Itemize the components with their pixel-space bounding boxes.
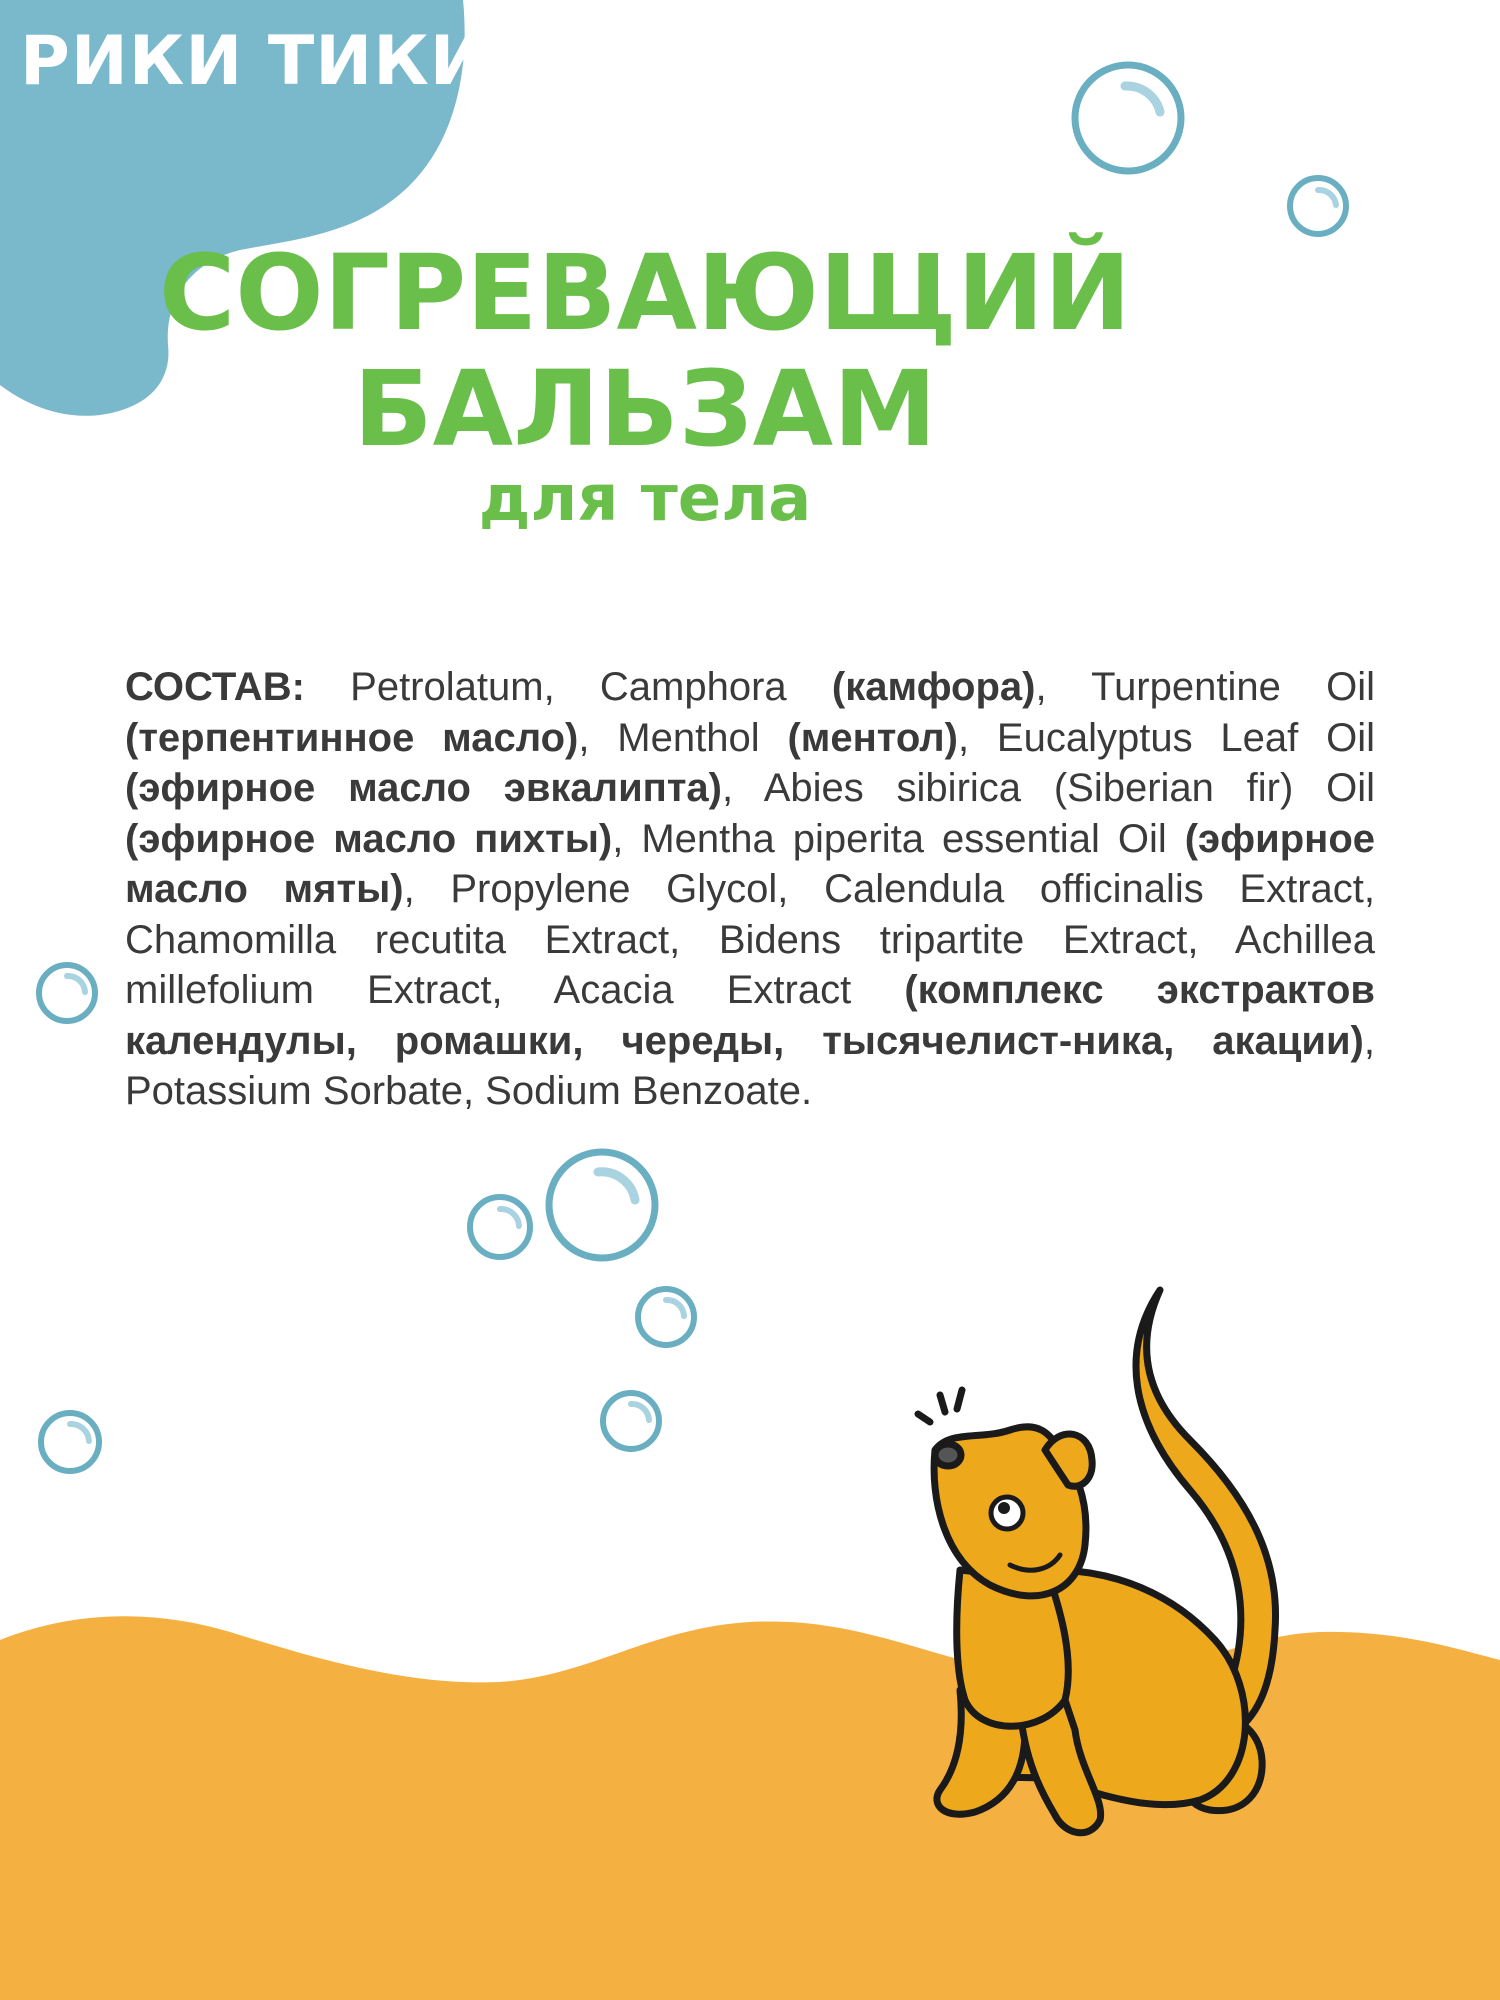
composition-bold-run: (комплекс экстрактов календулы, ромашки, череды, тысячелист-ника, акации) <box>125 968 1375 1063</box>
composition-bold-run: СОСТАВ: <box>125 665 305 709</box>
composition-bold-run: (терпентинное масло) <box>125 715 579 760</box>
composition-text <box>125 662 1375 1117</box>
composition-bold-run: (эфирное масло эвкалипта) <box>125 766 722 810</box>
composition-run: , Menthol <box>578 715 788 760</box>
composition-bold-run: (ментол) <box>787 715 958 760</box>
product-title-line1: СОГРЕВАЮЩИЙ <box>158 232 1132 354</box>
composition-run: , Turpentine Oil <box>1035 665 1375 709</box>
ferret-mascot <box>918 1290 1276 1833</box>
product-subtitle: для тела <box>478 462 812 536</box>
brand-logo: РИКИ ТИКИ <box>20 22 488 101</box>
composition-bold-run: (эфирное масло мяты) <box>125 816 1375 911</box>
composition-run: , Eucalyptus Leaf Oil <box>957 715 1375 760</box>
composition-run: , Abies sibirica (Siberian fir) Oil <box>722 766 1376 810</box>
composition-run: , Potassium Sorbate, Sodium Benzoate. <box>125 1018 1375 1113</box>
composition-run: , Mentha piperita essential Oil <box>612 816 1185 861</box>
soap-bubble-icon <box>1075 65 1181 171</box>
product-title-line2: БАЛЬЗАМ <box>353 348 937 470</box>
bottom-wave <box>0 1616 1500 2000</box>
composition-run: Petrolatum, Camphora <box>304 665 832 709</box>
composition-bold-run: (камфора) <box>831 665 1036 709</box>
composition-run: , Propylene Glycol, Calendula officinalis Extract, Chamomilla recutita Extract, Bidens tripartite Extract, Achillea millefolium Extract, Acacia Extract <box>125 867 1375 1012</box>
composition-bold-run: (эфирное масло пихты) <box>125 816 613 861</box>
